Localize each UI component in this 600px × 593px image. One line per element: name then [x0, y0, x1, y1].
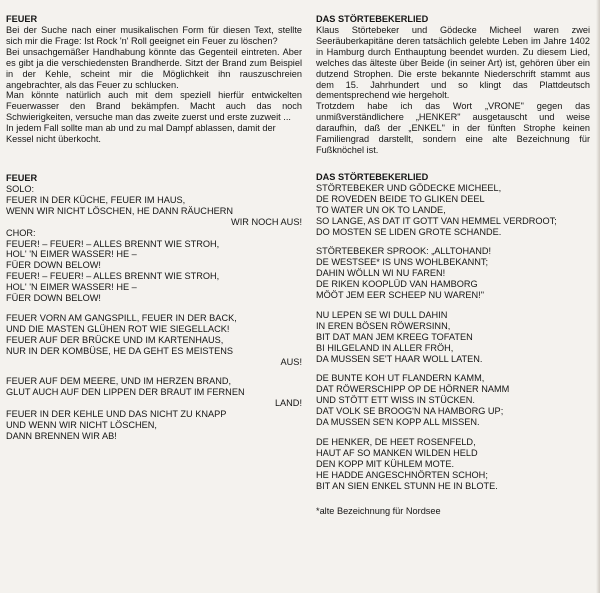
lyric-line: DE BUNTE KOH UT FLANDERN KAMM, [316, 373, 485, 384]
stoertebeker-intro-title: DAS STÖRTEBEKERLIED [316, 14, 429, 24]
lyric-line: DA MUSSEN SE'T HAAR WOLL LATEN. [316, 353, 483, 364]
lyric-line: NU LEPEN SE WI DULL DAHIN [316, 309, 448, 320]
lyric-line: SOLO: [6, 183, 35, 194]
lyric-line: SO LANGE, AS DAT IT GOTT VAN HEMMEL VERDROOT; [316, 215, 557, 226]
lyric-line: FÜER DOWN BELOW! [6, 260, 101, 271]
lyric-line: DAHIN WÖLLN WI NU FAREN! [316, 268, 446, 279]
feuer-intro-paragraph: In jedem Fall sollte man ab und zu mal Dampf ablassen, damit der Kessel nicht überkocht. [6, 123, 276, 145]
feuer-lyrics [6, 184, 302, 442]
lyric-line: DANN BRENNEN WIR AB! [6, 431, 117, 441]
lyric-line: UND DIE MASTEN GLÜHEN ROT WIE SIEGELLACK! [6, 323, 230, 334]
lyric-line: FEUER IN DER KEHLE UND DAS NICHT ZU KNAPP [6, 409, 227, 420]
lyric-line: DE RIKEN KOOPLÜD VAN HAMBORG [316, 279, 478, 290]
lyric-line: BIT DAT MAN JEM KREEG TOFATEN [316, 331, 473, 342]
lyric-line: TO WATER UN OK TO LANDE, [316, 204, 446, 215]
lyric-line: FEUER! – FEUER! – ALLES BRENNT WIE STROH, [6, 271, 220, 282]
page-fold-edge [596, 0, 600, 593]
lyric-line: STÖRTEBEKER UND GÖDECKE MICHEEL, [316, 182, 502, 193]
stoertebeker-intro-paragraph: Klaus Störtebeker und Gödecke Micheel waren zwei Seeräuberkapitäne deren tatsächlich gelebte Leben im Jahre 1402 in Hamburg durch Enthauptung beendet wurden. Zu diesem Lied, welches das älteste über Beide (in seiner Art) ist, gehören über ein dutzend Strophen. Die erste bekannte Niederschrift stammt aus dem 15. Jahrhundert und so klingt das Plattdeutsch dementsprechend wie hergeholt. [316, 25, 590, 101]
feuer-intro-paragraph: Bei der Suche nach einer musikalischen Form für diesen Text, stellte sich mir die Frage: Ist Rock 'n' Roll geeignet ein Feuer zu löschen? [6, 25, 302, 46]
feuer-intro-title: FEUER [6, 14, 38, 24]
lyric-line: FÜER DOWN BELOW! [6, 293, 101, 304]
lyric-line: MÖÖT JEM EER SCHEEP NU WAREN!" [316, 290, 484, 301]
feuer-intro-paragraph: Man könnte natürlich auch mit dem speziell hierfür entwickelten Feuerwasser den Brand bekämpfen. Macht auch das noch Schwierigkeiten, versuche man das zweite zuerst und erste zuzweit ... [6, 90, 302, 123]
lyric-line: DE ROVEDEN BEIDE TO GLIKEN DEEL [316, 193, 485, 204]
stoertebeker-lyrics-title: DAS STÖRTEBEKERLIED [316, 171, 429, 182]
lyric-line: GLUT AUCH AUF DEN LIPPEN DER BRAUT IM FERNEN [6, 387, 245, 398]
lyric-line: HAUT AF SO MANKEN WILDEN HELD [316, 447, 478, 458]
lyric-line: UND STÖTT ETT WISS IN STÜCKEN. [316, 395, 475, 406]
lyric-line: HE HADDE ANGESCHNÖRTEN SCHOH; [316, 469, 488, 480]
lyric-line: FEUER VORN AM GANGSPILL, FEUER IN DER BACK, [6, 312, 237, 323]
lyric-line: DAT VOLK SE BROOG'N NA HAMBORG UP; [316, 406, 504, 417]
lyric-line: WIR NOCH AUS! [231, 216, 302, 227]
lyric-line: DEN KOPP MIT KÜHLEM MOTE. [316, 458, 455, 469]
lyric-line: LAND! [274, 398, 302, 409]
stoertebeker-lyrics [316, 183, 590, 492]
feuer-lyrics-title: FEUER [6, 172, 38, 183]
lyric-line: FEUER AUF DER BRÜCKE UND IM KARTENHAUS, [6, 334, 224, 345]
lyric-line: NUR IN DER KOMBÜSE, HE DA GEHT ES MEISTENS [6, 345, 234, 356]
lyric-line: DO MOSTEN SE LIDEN GROTE SCHANDE. [316, 226, 502, 237]
feuer-intro-paragraph: Bei unsachgemäßer Handhabung könnte das Gegenteil eintreten. Aber es gibt ja die verschiedensten Brandherde. Sitzt der Brand zum Beispiel in der Kehle, scheint mir die Möglichkeit ihn rauszuschreien angebrachter, als das Feuer zu schlucken. [6, 46, 302, 90]
footnote: *alte Bezeichnung für Nordsee [316, 505, 441, 516]
lyric-line: UND WENN WIR NICHT LÖSCHEN, [6, 420, 157, 431]
lyric-line: WENN WIR NICHT LÖSCHEN, HE DANN RÄUCHERN [6, 205, 233, 216]
left-column [6, 14, 302, 442]
lyric-line: AUS! [280, 356, 302, 367]
lyric-line: DE HENKER, DE HEET ROSENFELD, [316, 437, 476, 447]
lyric-line: HOL' 'N EIMER WASSER! HE – [6, 249, 137, 260]
lyric-line: HOL' 'N EIMER WASSER! HE – [6, 282, 137, 293]
stoertebeker-intro-paragraph: Trotzdem habe ich das Wort „VRONE" gegen das unmißverständlichere „HENKER" ausgetauscht und weise daraufhin, daß der „ENKEL" in der fünften Strophe keinen Familiengrad darstellt, sondern eine alte Bezeichnung für Fußknöchel ist. [316, 101, 590, 155]
lyric-line: FEUER! – FEUER! – ALLES BRENNT WIE STROH, [6, 238, 220, 249]
lyric-line: BIT AN SIEN ENKEL STUNN HE IN BLOTE. [316, 480, 498, 491]
lyric-line: FEUER AUF DEM MEERE, UND IM HERZEN BRAND, [6, 376, 232, 387]
lyric-line: CHOR: [6, 227, 36, 238]
right-column [316, 14, 590, 516]
lyric-line: DE WESTSEE* IS UNS WOHLBEKANNT; [316, 257, 489, 268]
lyric-line: IN EREN BÖSEN RÖWERSINN, [316, 320, 451, 331]
lyric-line: BI HILGELAND IN ALLER FRÖH, [316, 342, 454, 353]
lyric-line: DA MUSSEN SE'N KOPP ALL MISSEN. [316, 417, 480, 428]
lyric-line: STÖRTEBEKER SPROOK: „ALLTOHAND! [316, 246, 492, 257]
lyric-line: DAT RÖWERSCHIPP OP DE HÖRNER NAMM [316, 384, 510, 395]
lyric-line: FEUER IN DER KÜCHE, FEUER IM HAUS, [6, 194, 186, 205]
